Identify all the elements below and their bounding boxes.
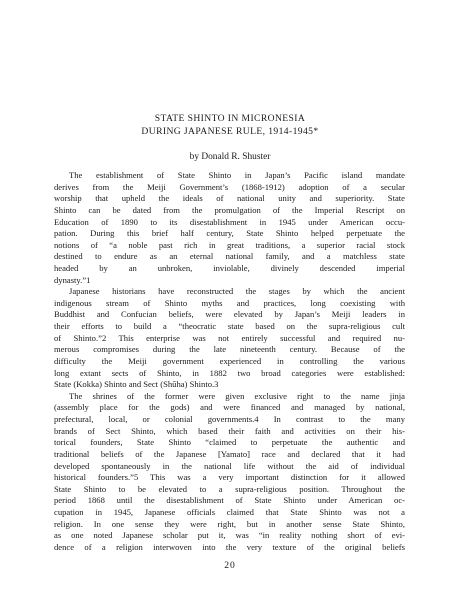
body-line: religion. In one sense they were right, but in another sense State Shinto,	[54, 518, 405, 529]
body-line: prefectural, local, or colonial governments.4 In contrast to the many	[54, 414, 405, 424]
body-line: long extant sects of Shinto, in 1882 two broad categories were established:	[54, 367, 405, 378]
article-title-line-2: DURING JAPANESE RULE, 1914-1945*	[141, 126, 319, 137]
body-line: State Shinto to be elevated to a supra-religious position. Throughout the	[54, 483, 405, 494]
body-line: Education of 1890 to its disestablishment in 1945 under American occu-	[54, 216, 405, 227]
body-line: dynasty.”1	[54, 274, 91, 285]
body-line: destined to endure as an eternal national family, and a matchless state	[54, 251, 405, 262]
body-line: difficulty the Meiji government experienced in controlling the various	[54, 355, 405, 366]
body-line: pation. During this brief half century, State Shinto helped perpetuate the	[54, 228, 405, 239]
body-line: cupation in 1945, Japanese officials claimed that State Shinto was not a	[54, 507, 405, 517]
body-line: traditional beliefs of the Japanese [Yamato] race and declared that it had	[54, 448, 405, 459]
body-line: merous compromises during the late nineteenth century. Because of the	[54, 344, 405, 355]
body-line: (assembly place for the gods) and were financed and managed by national,	[54, 402, 405, 413]
author-byline: by Donald R. Shuster	[189, 152, 271, 162]
body-line: The shrines of the former were given exclusive right to the name jinja	[69, 390, 405, 401]
body-line: derives from the Meiji Government’s (1868-1912) adoption of a secular	[54, 181, 405, 192]
body-line: developed spontaneously in the national life without the aid of individual	[54, 460, 405, 471]
body-line: their efforts to build a “theocratic state based on the supra-religious cult	[54, 321, 405, 332]
article-title-line-1: STATE SHINTO IN MICRONESIA	[154, 113, 306, 124]
body-line: as one noted Japanese scholar put it, was “in reality nothing short of evi-	[54, 530, 405, 541]
body-line: Shinto can be dated from the promulgation of the Imperial Rescript on	[54, 204, 405, 215]
body-line: Japanese historians have reconstructed the stages by which the ancient	[69, 286, 405, 297]
body-line: historical founders.”5 This was a very important distinction for it allowed	[54, 472, 405, 483]
body-line: torical founders, State Shinto “claimed to perpetuate the authentic and	[54, 437, 405, 448]
body-line: indigenous stream of Shinto myths and practices, long coexisting with	[54, 297, 405, 308]
page-number: 20	[224, 560, 236, 571]
body-line: period 1868 until the disestablishment of State Shinto under American oc-	[54, 495, 405, 506]
body-line: worship that upheld the ideals of national unity and superiority. State	[54, 193, 405, 204]
body-line: State (Kokka) Shinto and Sect (Shūha) Shinto.3	[54, 379, 219, 390]
body-line: dence of a religion interwoven into the very texture of the original beliefs	[54, 541, 405, 552]
body-line: Buddhist and Confucian beliefs, were elevated by Japan’s Meiji leaders in	[54, 309, 405, 320]
body-line: of Shinto.”2 This enterprise was not entirely successful and required nu-	[54, 332, 405, 343]
body-line: headed by an unbroken, inviolable, divinely descended imperial	[54, 263, 405, 273]
body-line: The establishment of State Shinto in Japan’s Pacific island mandate	[69, 170, 405, 180]
body-line: brands of Sect Shinto, which based their faith and activities on their his-	[54, 425, 405, 436]
body-line: notions of “a noble past rich in great traditions, a superior racial stock	[54, 239, 405, 250]
